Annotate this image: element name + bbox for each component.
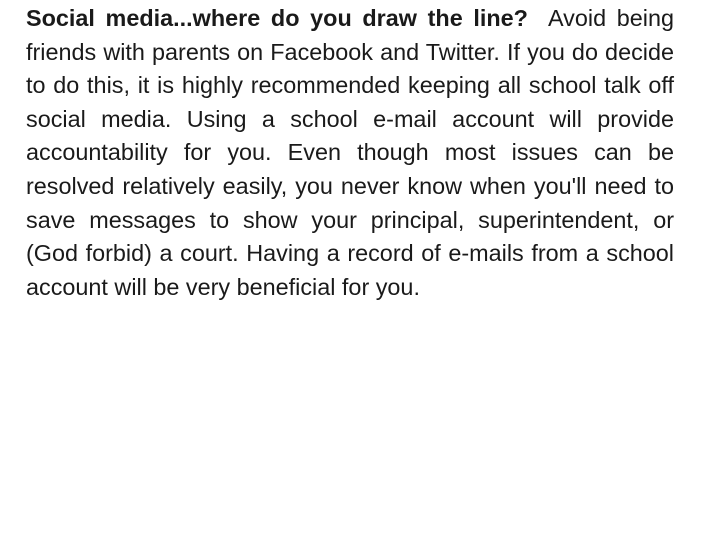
slide-paragraph xyxy=(26,2,674,304)
slide-heading: Social media...where do you draw the line? xyxy=(26,5,528,31)
slide-body-text: Avoid being friends with parents on Facebook and Twitter. If you do decide to do this, it is highly recommended keeping all school talk off social media. Using a school e-mail account will provide accountability for you. Even though most issues can be resolved relatively easily, you never know when you'll need to save messages to show your principal, superintendent, or (God forbid) a court. Having a record of e-mails from a school account will be very beneficial for you. xyxy=(26,5,674,300)
